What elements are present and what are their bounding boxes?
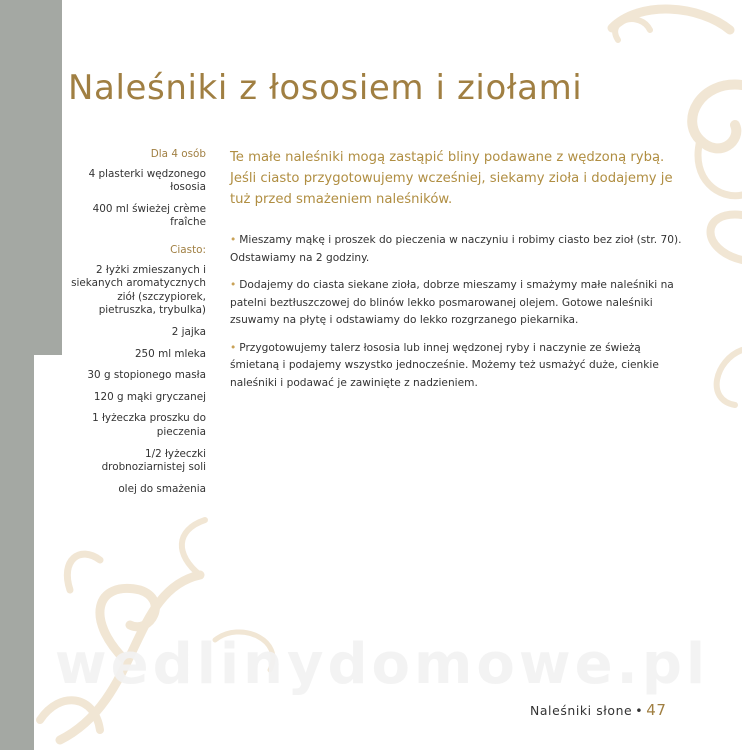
step-item	[230, 340, 685, 393]
ingredient-item: 4 plasterki wędzonego łososia	[88, 167, 206, 194]
ingredient-item: 250 ml mleka	[134, 347, 206, 360]
ingredient-item: olej do smażenia	[118, 482, 206, 495]
ingredient-item: 2 łyżki zmieszanych i siekanych aromatycznych ziół (szczypiorek, pietruszka, trybulka)	[71, 263, 206, 317]
separator-dot-icon: •	[635, 703, 644, 718]
step-text: Mieszamy mąkę i proszek do pieczenia w naczyniu i robimy ciasto bez zioł (str. 70). Odstawiamy na 2 godziny.	[230, 234, 682, 264]
bullet-icon: •	[230, 234, 237, 246]
page-number: 47	[646, 701, 667, 719]
section-name: Naleśniki słone	[530, 703, 633, 718]
bullet-icon: •	[230, 341, 237, 354]
step-item	[230, 232, 685, 267]
step-text: Przygotowujemy talerz łososia lub innej wędzonej ryby i naczynie ze świeżą śmietaną i podajemy wszystko jednocześnie. Możemy też usmażyć duże, cienkie naleśniki i podawać je zawinięte z nadzieniem.	[230, 341, 659, 389]
watermark: wedlinydomowe.pl	[54, 632, 710, 697]
batter-heading: Ciasto:	[170, 243, 206, 256]
ingredient-item: 1/2 łyżeczki drobnoziarnistej soli	[101, 447, 206, 474]
intro-text: Te małe naleśniki mogą zastąpić bliny podawane z wędzoną rybą. Jeśli ciasto przygotowujemy wcześniej, siekamy zioła i dodajemy je tuż przed smażeniem naleśników.	[230, 150, 673, 207]
ingredient-item: 1 łyżeczka proszku do pieczenia	[92, 412, 206, 438]
ingredient-item: 400 ml świeżej crème fraîche	[92, 202, 206, 229]
step-text: Dodajemy do ciasta siekane zioła, dobrze mieszamy i smażymy małe naleśniki na patelni beztłuszczowej do blinów lekko posmarowanej olejem. Gotowe naleśniki zsuwamy na płytę i odstawiamy do lekko rozgrzanego piekarnika.	[230, 279, 674, 326]
ingredient-item: 120 g mąki gryczanej	[93, 390, 206, 403]
ingredient-item: 2 jajka	[171, 325, 206, 338]
side-strip-lower	[0, 355, 34, 750]
bullet-icon: •	[230, 279, 237, 291]
page-footer	[530, 701, 667, 719]
steps-list	[230, 232, 685, 402]
ingredient-item: 30 g stopionego masła	[87, 369, 206, 382]
servings-heading: Dla 4 osób	[150, 148, 206, 160]
ingredients-column	[60, 148, 206, 504]
page-title: Naleśniki z łososiem i ziołami	[68, 68, 583, 108]
step-item	[230, 277, 685, 330]
side-strip	[0, 0, 62, 355]
